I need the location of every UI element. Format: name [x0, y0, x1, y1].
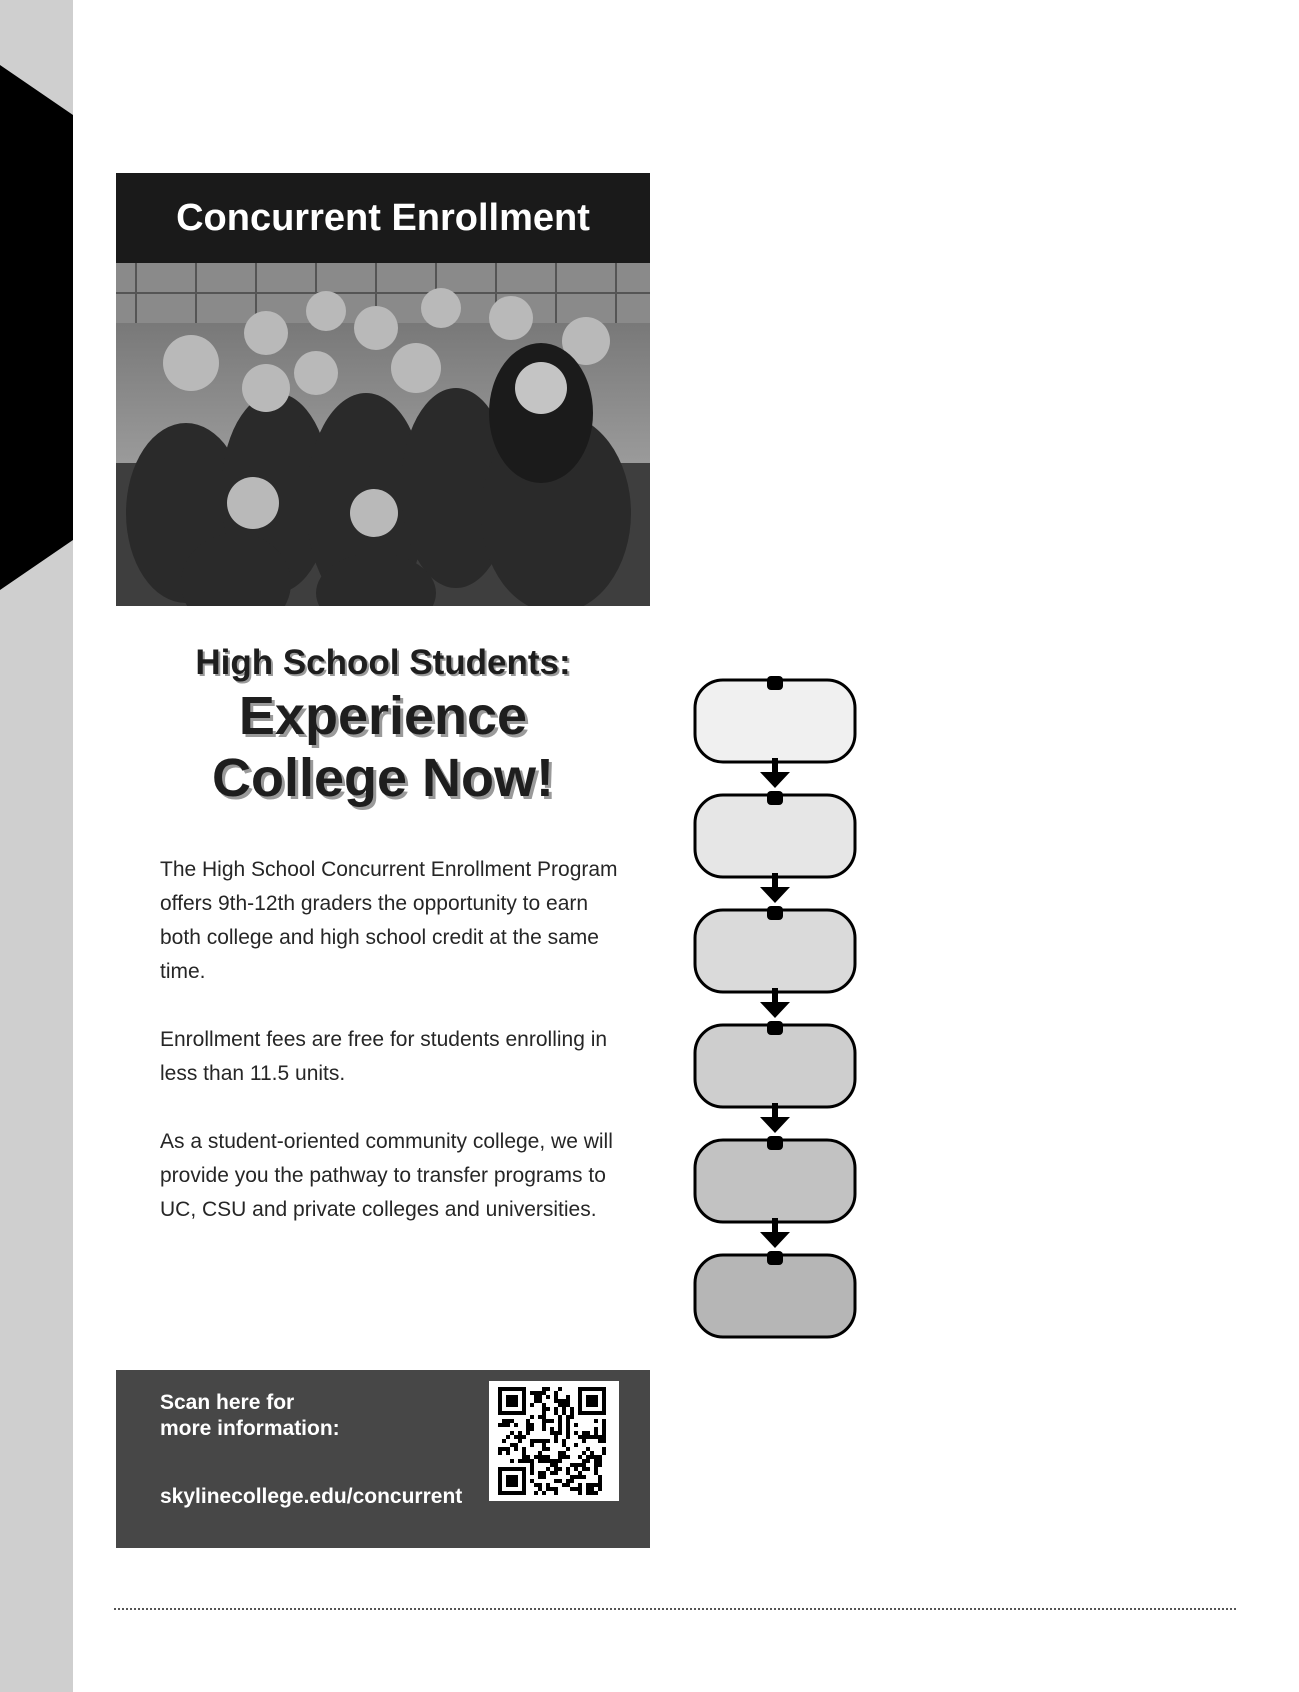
scan-instructions [160, 1390, 420, 1442]
arrow-down-icon [760, 1002, 790, 1018]
website-link[interactable]: skylinecollege.edu/concurrent [160, 1485, 463, 1508]
paragraph-fees: Enrollment fees are free for students enrolling in less than 11.5 units. [160, 1028, 608, 1085]
flow-step-box [695, 910, 855, 992]
qr-code[interactable] [489, 1381, 619, 1501]
scan-line-2: more information: [160, 1417, 340, 1440]
body-text [160, 853, 620, 1261]
flow-connector-tab [767, 906, 783, 920]
flow-step-box [695, 1025, 855, 1107]
side-tab-arrow-icon [0, 0, 73, 600]
headline-title [116, 685, 650, 809]
flow-connector-tab [767, 1136, 783, 1150]
qr-code-icon [498, 1387, 610, 1495]
flow-connector-tab [767, 791, 783, 805]
arrow-down-icon [760, 1117, 790, 1133]
info-footer [116, 1370, 650, 1548]
dotted-divider [114, 1608, 1236, 1610]
flow-step-box [695, 680, 855, 762]
headline-line-1: Experience [238, 686, 528, 746]
flow-step-box [695, 1255, 855, 1337]
scan-line-1: Scan here for [160, 1391, 295, 1414]
arrow-down-icon [760, 887, 790, 903]
headline [116, 643, 650, 809]
students-group-photo [116, 263, 650, 606]
headline-subtitle: High School Students: [195, 643, 571, 682]
arrow-down-icon [760, 772, 790, 788]
flow-diagram [690, 675, 870, 1355]
flow-connector-tab [767, 1251, 783, 1265]
concurrent-enrollment-flyer [116, 173, 650, 1548]
arrow-down-icon [760, 1232, 790, 1248]
flyer-header [116, 173, 650, 263]
flow-connector-tab [767, 1021, 783, 1035]
paragraph-transfer: As a student-oriented community college, we will provide you the pathway to transfer programs to UC, CSU and private colleges and universities. [160, 1130, 613, 1221]
headline-line-2: College Now! [211, 748, 554, 808]
flyer-title: Concurrent Enrollment [176, 196, 590, 239]
paragraph-program: The High School Concurrent Enrollment Program offers 9th-12th graders the opportunity to earn both college and high school credit at the same time. [160, 858, 618, 983]
flow-connector-tab [767, 676, 783, 690]
flow-step-box [695, 1140, 855, 1222]
flow-step-box [695, 795, 855, 877]
